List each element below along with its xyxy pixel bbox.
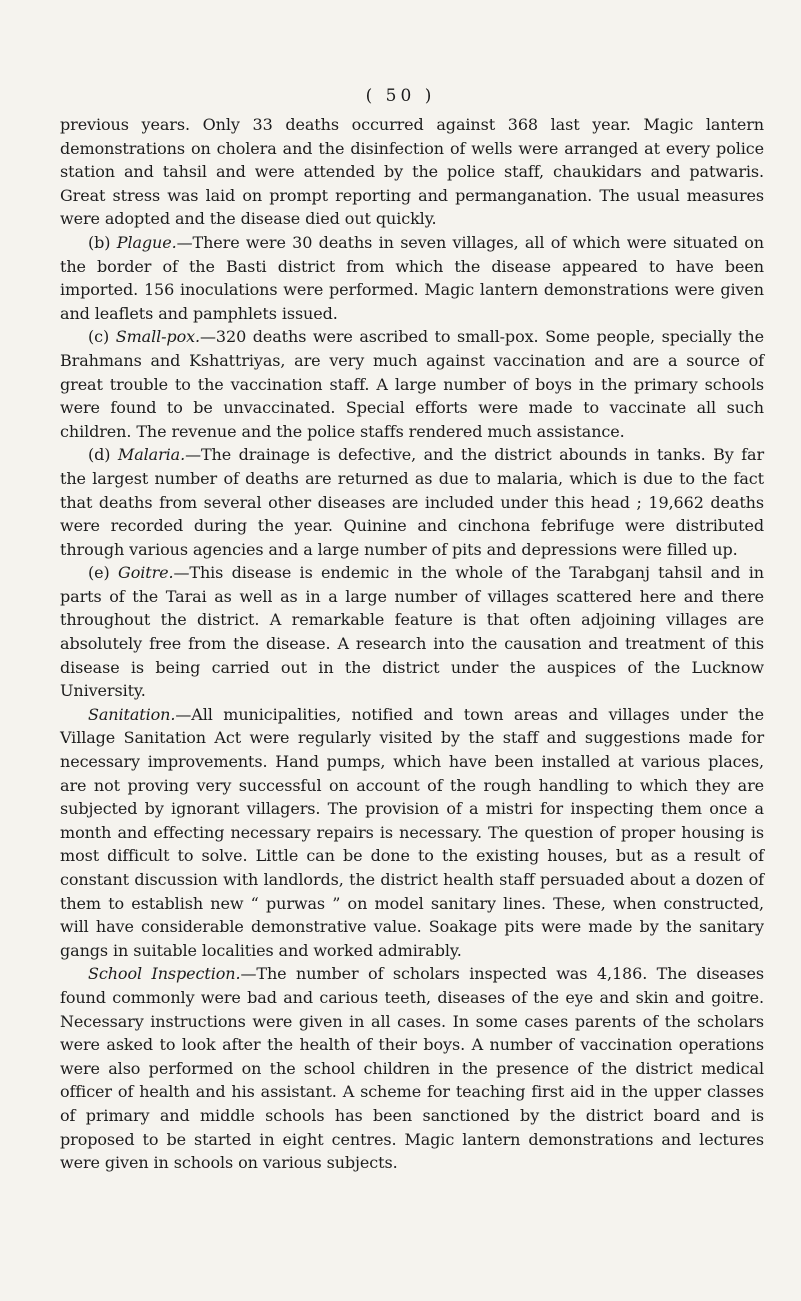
section-heading: Sanitation. [88,704,176,724]
section-heading: Small-pox. [115,327,201,347]
paragraph-text: —There were 30 deaths in seven villages, all of which were situated on the border of the Basti district from which the disease appeared to have been imported. 156 inoculations were performed. Magic lantern demonstrations were given and leaflets and pamphlets issued. [60,232,764,323]
section-heading: Goitre. [118,563,174,583]
paragraph-label: (d) [88,445,118,465]
paragraph-malaria [60,443,764,561]
paragraph-text: previous years. Only 33 deaths occurred against 368 last year. Magic lantern demonstrations on cholera and the disinfection of wells were arranged at every police station and tahsil and were attended by the police staff, chaukidars and patwaris. Great stress was laid on prompt reporting and permanganation. The usual measures were adopted and the disease died out quickly. [60,115,764,229]
paragraph-text: —The number of scholars inspected was 4,186. The diseases found commonly were bad and carious teeth, diseases of the eye and skin and goitre. Necessary instructions were given in all cases. In some cases parents of the scholars were asked to look after the health of their boys. A number of vaccination operations were also performed on the school children in the presence of the district medical officer of health and his assistant. A scheme for teaching first aid in the upper classes of primary and middle schools has been sanctioned by the district board and is proposed to be started in eight centres. Magic lantern demonstrations and lectures were given in schools on various subjects. [60,964,764,1173]
page-number: ( 50 ) [365,86,436,106]
paragraph-text: —This disease is endemic in the whole of the Tarabganj tahsil and in parts of the Tarai as well as in a large number of villages scattered here and there throughout the district. A remarkable feature is that often adjoining villages are absolutely free from the disease. A research into the causation and treatment of this disease is being carried out in the district under the auspices of the Lucknow University. [60,563,764,701]
paragraph-text: —All municipalities, notified and town areas and villages under the Village Sanitation Act were regularly visited by the staff and suggestions made for necessary improvements. Hand pumps, which have been installed at various places, are not proving very successful on account of the rough handling to which they are subjected by ignorant villagers. The provision of a mistri for inspecting them once a month and effecting necessary repairs is necessary. The question of proper housing is most difficult to solve. Little can be done to the existing houses, but as a result of constant discussion with landlords, the district health staff persuaded about a dozen of them to establish new “ purwas ” on model sanitary lines. These, when constructed, will have considerable demonstrative value. Soakage pits were made by the sanitary gangs in suitable localities and worked admirably. [60,704,764,960]
paragraph-label: (c) [88,327,116,347]
section-heading: School Inspection. [88,964,241,984]
section-heading: Malaria. [117,445,186,465]
paragraph-sanitation [60,703,764,963]
report-body [60,113,764,1175]
paragraph-cholera-continued [60,113,764,231]
paragraph-label: (b) [88,232,117,252]
paragraph-school-inspection [60,962,764,1174]
paragraph-text: —The drainage is defective, and the district abounds in tanks. By far the largest number of deaths are returned as due to malaria, which is due to the fact that deaths from several other diseases are included under this head ; 19,662 deaths were recorded during the year. Quinine and cinchona febrifuge were distributed through various agencies and a large number of pits and depressions were filled up. [60,445,765,559]
paragraph-text: —320 deaths were ascribed to small-pox. Some people, specially the Brahmans and Kshattriyas, are very much against vaccination and are a source of great trouble to the vaccination staff. A large number of boys in the primary schools were found to be unvaccinated. Special efforts were made to vaccinate all such children. The revenue and the police staffs rendered much assistance. [60,327,764,441]
paragraph-plague [60,231,764,325]
section-heading: Plague. [116,232,177,252]
paragraph-goitre [60,561,764,703]
paragraph-label: (e) [88,563,119,583]
paragraph-small-pox [60,325,764,443]
